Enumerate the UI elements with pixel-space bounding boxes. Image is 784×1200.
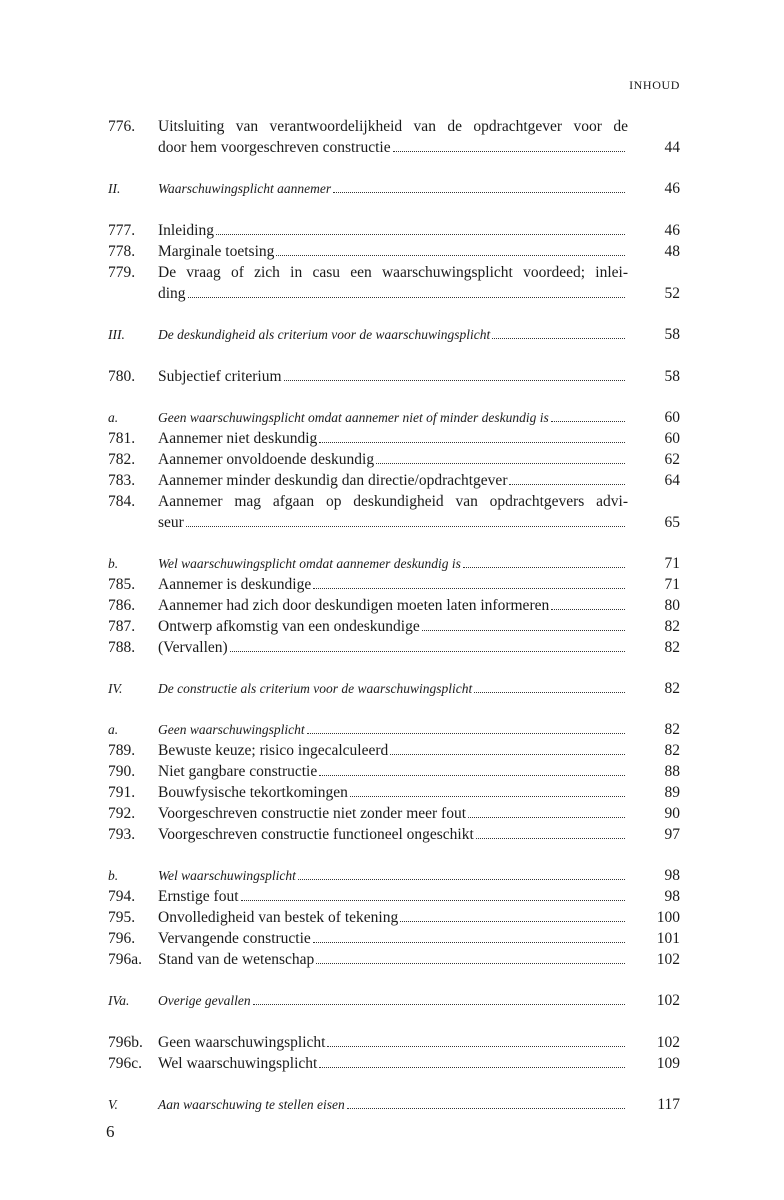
- toc-entry-number: b.: [108, 868, 119, 883]
- toc-title-line: De vraag of zich in casu een waarschuwingsplicht voordeed; inlei-: [158, 264, 628, 281]
- toc-entry[interactable]: [108, 449, 680, 470]
- toc-page-number: 100: [656, 909, 680, 926]
- toc-page-number: 80: [664, 597, 680, 614]
- toc-title-line: Geen waarschuwingsplicht: [158, 722, 305, 737]
- toc-entry-number: a.: [108, 722, 119, 737]
- toc-entry[interactable]: [108, 491, 680, 533]
- toc-page-number: 71: [664, 555, 680, 572]
- dot-leader: [313, 588, 625, 589]
- toc-entry[interactable]: [108, 470, 680, 491]
- toc-entry[interactable]: [108, 782, 680, 803]
- toc-entry-title: [158, 470, 628, 491]
- toc-entry-number: 777.: [108, 222, 136, 239]
- dot-leader: [241, 900, 626, 901]
- toc-entry-number: 785.: [108, 576, 136, 593]
- toc-entry-number: 776.: [108, 118, 136, 135]
- toc-entry-title: [158, 824, 628, 845]
- toc-entry-title: [158, 449, 628, 470]
- toc-title-line: Aan waarschuwing te stellen eisen: [158, 1097, 345, 1112]
- dot-leader: [327, 1046, 625, 1047]
- toc-title-line: Aannemer niet deskundig: [158, 430, 318, 447]
- toc-page-number: 88: [664, 763, 680, 780]
- toc-entry-title: [158, 554, 628, 574]
- dot-leader: [284, 380, 625, 381]
- toc-page-number: 101: [656, 930, 680, 947]
- toc-page-number: 102: [656, 992, 680, 1009]
- toc-entry-number: IVa.: [108, 993, 130, 1008]
- toc-entry-title: [158, 428, 628, 449]
- toc-entry-number: 788.: [108, 639, 136, 656]
- toc-entry-number: 783.: [108, 472, 136, 489]
- toc-entry-number: 796.: [108, 930, 136, 947]
- toc-title-line: Marginale toetsing: [158, 243, 275, 260]
- toc-title-line: Aannemer is deskundige: [158, 576, 312, 593]
- toc-title-line: Overige gevallen: [158, 993, 251, 1008]
- toc-entry-title: [158, 782, 628, 803]
- toc-page-number: 64: [664, 472, 680, 489]
- toc-page-number: 89: [664, 784, 680, 801]
- toc-entry-number: 789.: [108, 742, 136, 759]
- toc-page-number: 82: [664, 742, 680, 759]
- toc-entry-title: [158, 325, 628, 345]
- toc-title-line: Ernstige fout: [158, 888, 239, 905]
- dot-leader: [188, 297, 625, 298]
- toc-page-number: 82: [664, 721, 680, 738]
- toc-title-line: Bouwfysische tekortkomingen: [158, 784, 348, 801]
- dot-leader: [319, 442, 625, 443]
- page-number: 6: [106, 1122, 115, 1141]
- toc-entry-number: 784.: [108, 493, 136, 510]
- toc-entry-number: III.: [108, 327, 125, 342]
- toc-title-line: Waarschuwingsplicht aannemer: [158, 181, 332, 196]
- dot-leader: [319, 775, 625, 776]
- toc-entry-number: 796a.: [108, 951, 143, 968]
- toc-page-number: 46: [664, 222, 680, 239]
- toc-page-number: 98: [664, 867, 680, 884]
- running-header: INHOUD: [629, 78, 680, 92]
- toc-entry-title: [158, 595, 628, 616]
- toc-section-heading[interactable]: [108, 554, 680, 574]
- toc-page-number: 46: [664, 180, 680, 197]
- toc-entry-title: [158, 408, 628, 428]
- toc-entry-title: [158, 907, 628, 928]
- toc-page-number: 62: [664, 451, 680, 468]
- toc-entry-number: b.: [108, 556, 119, 571]
- dot-leader: [376, 463, 625, 464]
- toc-entry-title: [158, 991, 628, 1011]
- dot-leader: [298, 879, 625, 880]
- toc-entry-title: [158, 720, 628, 740]
- toc-entry-title: [158, 740, 628, 761]
- toc-entry[interactable]: [108, 595, 680, 616]
- toc-entry-title: [158, 116, 628, 158]
- dot-leader: [276, 255, 625, 256]
- toc-entry-number: 778.: [108, 243, 136, 260]
- toc-entry-title: [158, 366, 628, 387]
- toc-page-number: 102: [656, 951, 680, 968]
- toc-entry-number: II.: [108, 181, 121, 196]
- dot-leader: [476, 838, 625, 839]
- toc-entry[interactable]: [108, 740, 680, 761]
- toc-page-number: 52: [664, 285, 680, 302]
- toc-entry[interactable]: [108, 574, 680, 595]
- toc-entry-number: 796b.: [108, 1034, 143, 1051]
- toc-entry-title: [158, 886, 628, 907]
- toc-section-heading[interactable]: [108, 179, 680, 199]
- toc-entry[interactable]: [108, 637, 680, 658]
- toc-title-line: Inleiding: [158, 222, 214, 239]
- dot-leader: [422, 630, 625, 631]
- toc-entry[interactable]: [108, 241, 680, 262]
- toc-title-line: door hem voorgeschreven constructie: [158, 139, 391, 156]
- toc-section-heading[interactable]: [108, 866, 680, 886]
- toc-entry-number: 790.: [108, 763, 136, 780]
- dot-leader: [551, 421, 625, 422]
- toc-entry-title: [158, 637, 628, 658]
- dot-leader: [347, 1108, 625, 1109]
- toc-title-line: Voorgeschreven constructie niet zonder meer fout: [158, 805, 467, 822]
- dot-leader: [186, 526, 625, 527]
- toc-title-line: Aannemer onvoldoende deskundig: [158, 451, 375, 468]
- dot-leader: [216, 234, 625, 235]
- toc-entry-title: [158, 220, 628, 241]
- toc-page-number: 82: [664, 639, 680, 656]
- dot-leader: [474, 692, 625, 693]
- toc-entry[interactable]: [108, 824, 680, 845]
- toc-page-number: 102: [656, 1034, 680, 1051]
- toc-entry-title: [158, 803, 628, 824]
- toc-entry-title: [158, 928, 628, 949]
- toc-entry-title: [158, 1053, 628, 1074]
- toc-entry-number: 781.: [108, 430, 136, 447]
- toc-entry-number: 792.: [108, 805, 136, 822]
- toc-page-number: 58: [664, 368, 680, 385]
- toc-title-line: Stand van de wetenschap: [158, 951, 315, 968]
- toc-page-number: 48: [664, 243, 680, 260]
- toc-entry-number: IV.: [108, 681, 123, 696]
- toc-entry[interactable]: [108, 949, 680, 970]
- dot-leader: [551, 609, 625, 610]
- toc-section-heading[interactable]: [108, 720, 680, 740]
- toc-entry-number: a.: [108, 410, 119, 425]
- dot-leader: [509, 484, 625, 485]
- toc-entry-number: 796c.: [108, 1055, 143, 1072]
- toc-entry-number: 786.: [108, 597, 136, 614]
- toc-title-line: Voorgeschreven constructie functioneel ongeschikt: [158, 826, 474, 843]
- dot-leader: [400, 921, 625, 922]
- toc-entry[interactable]: [108, 907, 680, 928]
- dot-leader: [313, 942, 625, 943]
- toc-entry-number: V.: [108, 1097, 118, 1112]
- toc-entry-title: [158, 616, 628, 637]
- toc-entry[interactable]: [108, 116, 680, 158]
- toc-title-line: Subjectief criterium: [158, 368, 282, 385]
- toc-title-line: Bewuste keuze; risico ingecalculeerd: [158, 742, 389, 759]
- toc-entry-title: [158, 179, 628, 199]
- toc-entry-title: [158, 262, 628, 304]
- dot-leader: [333, 192, 625, 193]
- toc-title-line: De deskundigheid als criterium voor de waarschuwingsplicht: [158, 327, 491, 342]
- dot-leader: [307, 733, 625, 734]
- dot-leader: [463, 567, 625, 568]
- toc-section-heading[interactable]: [108, 325, 680, 345]
- toc-entry[interactable]: [108, 1032, 680, 1053]
- toc-title-line: Ontwerp afkomstig van een ondeskundige: [158, 618, 420, 635]
- toc-title-line: Aannemer minder deskundig dan directie/opdrachtgever: [158, 472, 508, 489]
- toc-entry-number: 782.: [108, 451, 136, 468]
- dot-leader: [230, 651, 625, 652]
- toc-title-line: ding: [158, 285, 186, 302]
- toc-entry-title: [158, 574, 628, 595]
- toc-entry-title: [158, 949, 628, 970]
- toc-page-number: 44: [664, 139, 680, 156]
- toc-entry[interactable]: [108, 928, 680, 949]
- toc-entry[interactable]: [108, 803, 680, 824]
- dot-leader: [253, 1004, 625, 1005]
- dot-leader: [492, 338, 625, 339]
- toc-section-heading[interactable]: [108, 408, 680, 428]
- toc-title-line: Uitsluiting van verantwoordelijkheid van de opdrachtgever voor de: [158, 118, 628, 135]
- toc-title-line: Wel waarschuwingsplicht omdat aannemer deskundig is: [158, 556, 461, 571]
- toc-section-heading[interactable]: [108, 1095, 680, 1115]
- dot-leader: [316, 963, 625, 964]
- toc-page-number: 82: [664, 680, 680, 697]
- toc-entry-number: 780.: [108, 368, 136, 385]
- toc-entry-title: [158, 241, 628, 262]
- toc-title-line: Onvolledigheid van bestek of tekening: [158, 909, 399, 926]
- toc-entry-number: 787.: [108, 618, 136, 635]
- toc-page-number: 109: [656, 1055, 680, 1072]
- toc-title-line: seur: [158, 514, 184, 531]
- toc-entry-title: [158, 1095, 628, 1115]
- toc-title-line: Aannemer mag afgaan op deskundigheid van opdrachtgevers advi-: [158, 493, 628, 510]
- toc-title-line: Aannemer had zich door deskundigen moeten laten informeren: [158, 597, 550, 614]
- toc-entry[interactable]: [108, 428, 680, 449]
- toc-entry[interactable]: [108, 886, 680, 907]
- dot-leader: [468, 817, 625, 818]
- toc-page-number: 90: [664, 805, 680, 822]
- toc-page-number: 117: [657, 1096, 680, 1113]
- toc-entry[interactable]: [108, 616, 680, 637]
- toc-title-line: (Vervallen): [158, 639, 228, 656]
- toc-entry[interactable]: [108, 366, 680, 387]
- toc-entry[interactable]: [108, 220, 680, 241]
- toc-page-number: 60: [664, 430, 680, 447]
- toc-title-line: Geen waarschuwingsplicht: [158, 1034, 326, 1051]
- toc-entry-number: 794.: [108, 888, 136, 905]
- toc-entry[interactable]: [108, 262, 680, 304]
- toc-entry-title: [158, 1032, 628, 1053]
- table-of-contents: [108, 116, 680, 1115]
- toc-entry-number: 791.: [108, 784, 136, 801]
- toc-entry-number: 795.: [108, 909, 136, 926]
- toc-title-line: Wel waarschuwingsplicht: [158, 868, 296, 883]
- toc-entry-number: 779.: [108, 264, 136, 281]
- toc-title-line: Niet gangbare constructie: [158, 763, 318, 780]
- toc-entry[interactable]: [108, 1053, 680, 1074]
- toc-entry-title: [158, 679, 628, 699]
- toc-entry-number: 793.: [108, 826, 136, 843]
- toc-title-line: De constructie als criterium voor de waarschuwingsplicht: [158, 681, 473, 696]
- toc-page-number: 82: [664, 618, 680, 635]
- dot-leader: [350, 796, 625, 797]
- toc-entry[interactable]: [108, 761, 680, 782]
- toc-section-heading[interactable]: [108, 991, 680, 1011]
- dot-leader: [319, 1067, 625, 1068]
- dot-leader: [393, 151, 625, 152]
- toc-page-number: 60: [664, 409, 680, 426]
- toc-title-line: Wel waarschuwingsplicht: [158, 1055, 318, 1072]
- toc-entry-title: [158, 761, 628, 782]
- toc-section-heading[interactable]: [108, 679, 680, 699]
- toc-page-number: 71: [664, 576, 680, 593]
- toc-page-number: 58: [664, 326, 680, 343]
- toc-entry-title: [158, 491, 628, 533]
- toc-page-number: 97: [664, 826, 680, 843]
- toc-page-number: 98: [664, 888, 680, 905]
- toc-title-line: Vervangende constructie: [158, 930, 311, 947]
- toc-entry-title: [158, 866, 628, 886]
- toc-page-number: 65: [664, 514, 680, 531]
- dot-leader: [390, 754, 625, 755]
- toc-title-line: Geen waarschuwingsplicht omdat aannemer niet of minder deskundig is: [158, 410, 549, 425]
